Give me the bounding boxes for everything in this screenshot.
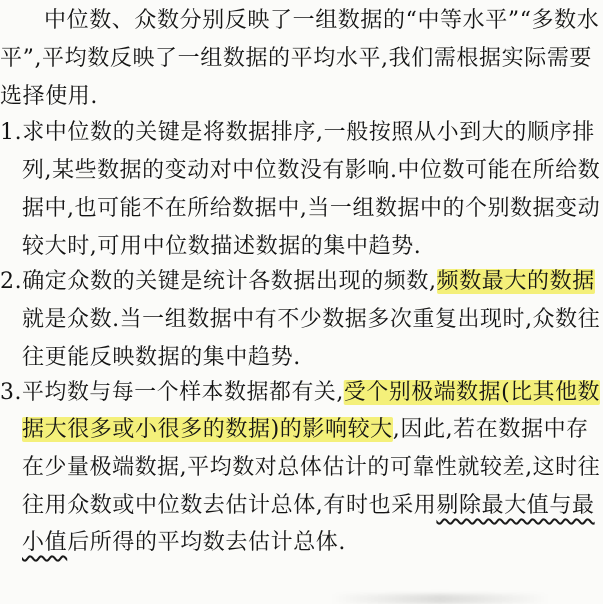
- item-text: 平均数与每一个样本数据都有关,: [22, 380, 344, 405]
- item-text: 求中位数的关键是将数据排序,一般按照从小到大的顺序排: [22, 120, 595, 145]
- item-text: ,因此,若在数据中存: [392, 417, 589, 442]
- item-text: 较大时,可用中位数描述数据的集中趋势.: [22, 234, 422, 259]
- item-text: 后所得的平均数去估计总体.: [67, 530, 346, 555]
- item-number: 1.: [0, 120, 23, 145]
- item-text: 往用众数或中位数去估计总体,有时也采用: [22, 493, 437, 518]
- item-number: 3.: [0, 380, 23, 405]
- item-text: 列,某些数据的变动对中位数没有影响.中位数可能在所给数: [22, 158, 601, 183]
- item-1-line-4: [22, 232, 421, 262]
- item-3-line-2: [22, 415, 589, 445]
- intro-line-1: [44, 6, 599, 36]
- intro-text: 平”,平均数反映了一组数据的平均水平,我们需根据实际需要: [0, 46, 593, 71]
- item-2-line-1: [0, 267, 595, 297]
- highlighted-text: 频数最大的数据: [436, 269, 595, 294]
- item-text: 据中,也可能不在所给数据中,当一组数据中的个别数据变动: [22, 196, 601, 221]
- item-1-line-3: [22, 194, 600, 224]
- item-number: 2.: [0, 269, 23, 294]
- item-1-line-1: [0, 118, 595, 148]
- item-text: 确定众数的关键是统计各数据出现的频数,: [22, 269, 437, 294]
- item-2-line-3: [22, 343, 301, 373]
- underlined-text: 小值: [22, 530, 68, 555]
- item-3-line-3: [22, 453, 600, 483]
- item-3-line-4: [22, 491, 595, 521]
- highlighted-text: 受个别极端数据(比其他数: [343, 380, 601, 405]
- intro-text: 中位数、众数分别反映了一组数据的“中等水平”“多数水: [44, 8, 600, 33]
- intro-text: 选择使用.: [0, 84, 98, 109]
- item-2-line-2: [22, 305, 600, 335]
- intro-line-2: [0, 44, 592, 74]
- item-text: 就是众数.当一组数据中有不少数据多次重复出现时,众数往: [22, 307, 601, 332]
- item-text: 往更能反映数据的集中趋势.: [22, 345, 301, 370]
- item-3-line-1: [0, 378, 600, 408]
- item-1-line-2: [22, 156, 600, 186]
- scan-edge-shadow: [330, 594, 550, 604]
- highlighted-text: 据大很多或小很多的数据)的影响较大: [22, 417, 393, 442]
- intro-line-3: [0, 82, 98, 112]
- item-3-line-5: [22, 528, 346, 558]
- underlined-text: 剔除最大值与最: [436, 493, 595, 518]
- item-text: 在少量极端数据,平均数对总体估计的可靠性就较差,这时往: [22, 455, 601, 480]
